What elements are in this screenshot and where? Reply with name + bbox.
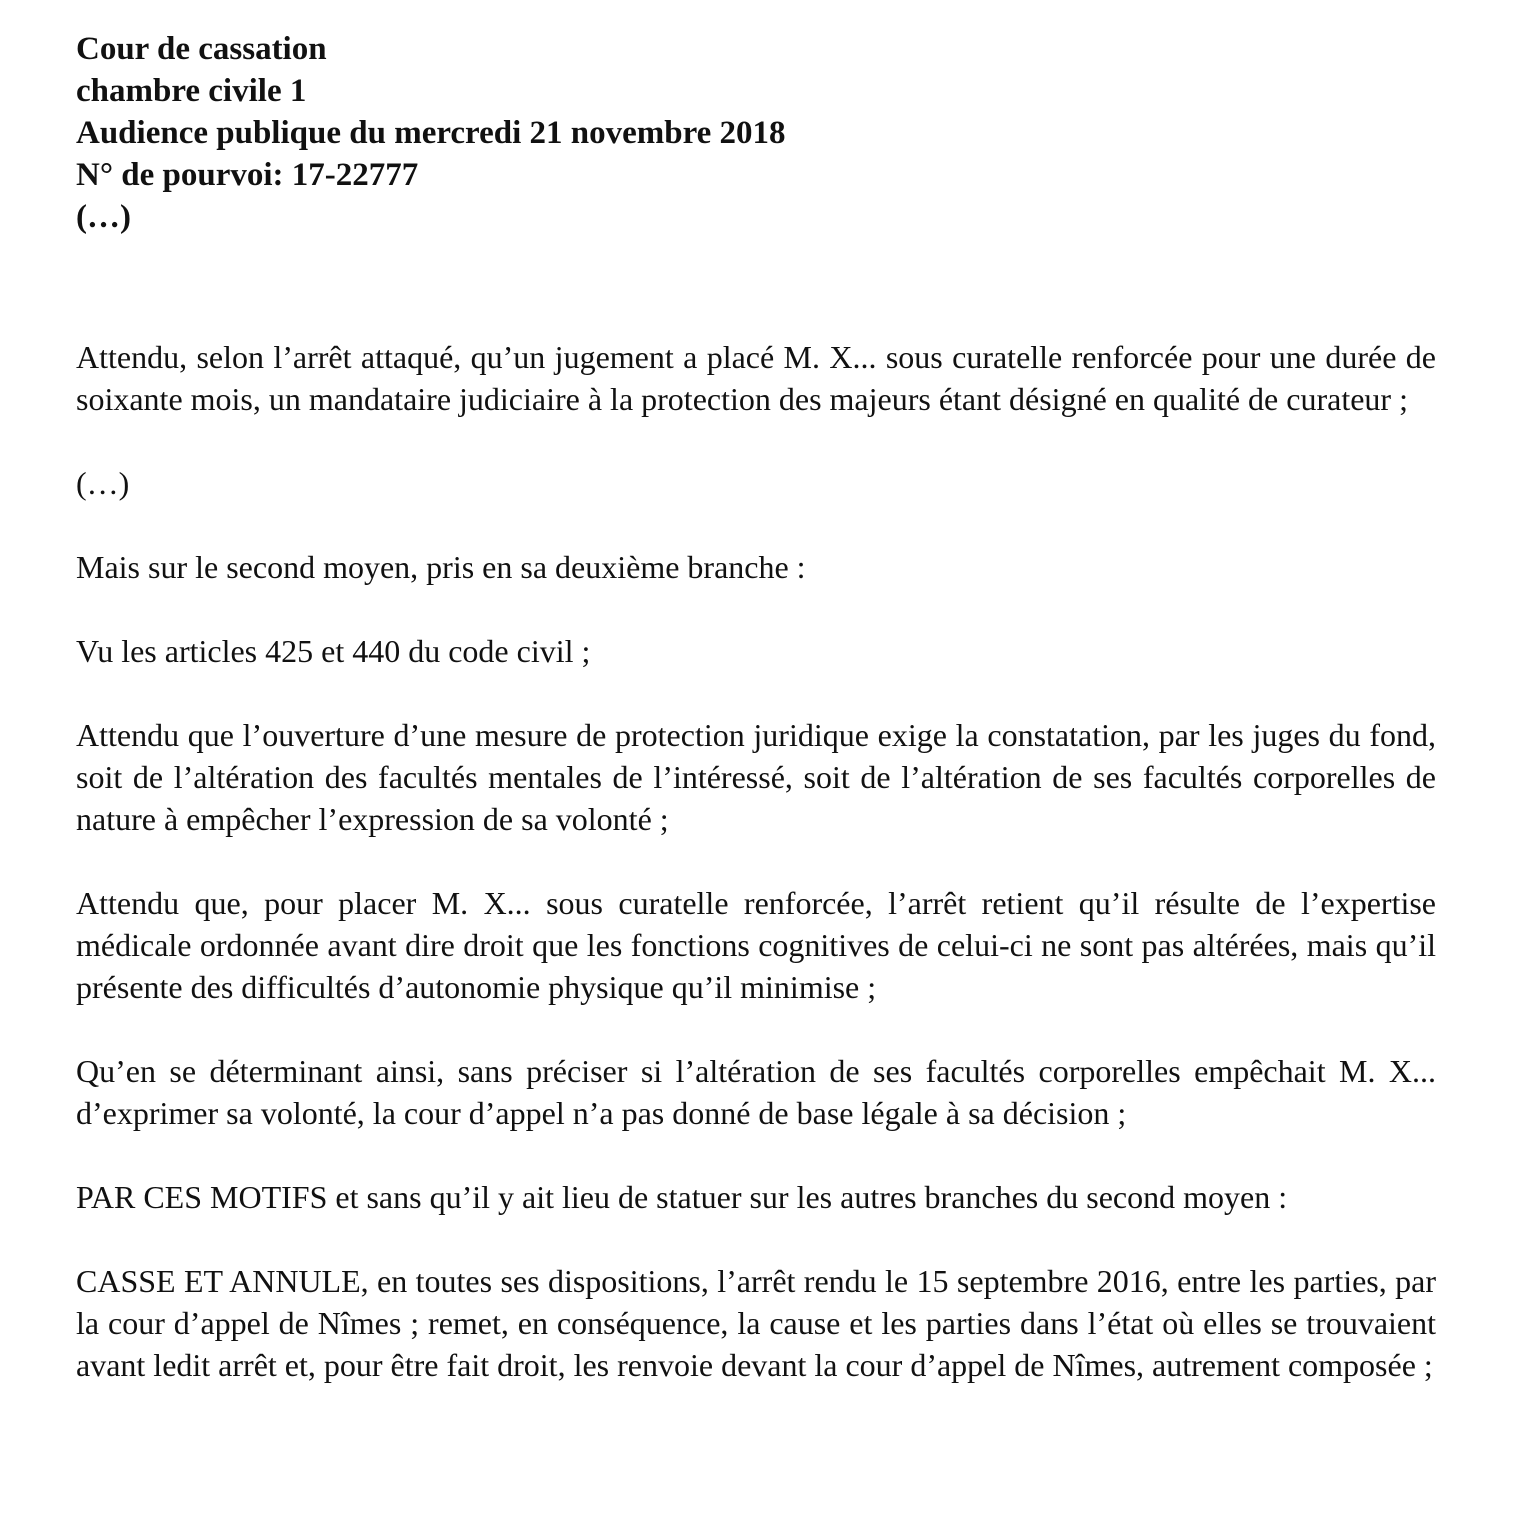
chamber-name: chambre civile 1: [76, 73, 307, 109]
paragraph-ellipsis: (…): [76, 465, 130, 501]
paragraph-articles: Vu les articles 425 et 440 du code civil ;: [76, 633, 591, 669]
header-ellipsis: (…): [76, 199, 131, 235]
paragraph-recital: Attendu, selon l’arrêt attaqué, qu’un jugement a placé M. X... sous curatelle renforcée pour une durée de soixante mois, un mandataire judiciaire à la protection des majeurs étant désigné en qualité de curateur ;: [76, 339, 1436, 417]
court-name: Cour de cassation: [76, 31, 327, 67]
paragraph-ruling: CASSE ET ANNULE, en toutes ses dispositions, l’arrêt rendu le 15 septembre 2016, entre les parties, par la cour d’appel de Nîmes ; remet, en conséquence, la cause et les parties dans l’état où elles se trouvaient avant ledit arrêt et, pour être fait droit, les renvoie devant la cour d’appel de Nîmes, autrement composée ;: [76, 1263, 1436, 1383]
appeal-number: N° de pourvoi: 17-22777: [76, 157, 419, 193]
decision-header: [76, 28, 1436, 238]
paragraph-second-plea: Mais sur le second moyen, pris en sa deuxième branche :: [76, 549, 806, 585]
document-page: [76, 28, 1436, 1386]
decision-body: [76, 336, 1436, 1386]
paragraph-conclusion: Qu’en se déterminant ainsi, sans préciser si l’altération de ses facultés corporelles empêchait M. X... d’exprimer sa volonté, la cour d’appel n’a pas donné de base légale à sa décision ;: [76, 1053, 1436, 1131]
hearing-date: Audience publique du mercredi 21 novembre 2018: [76, 115, 786, 151]
paragraph-reasoning: Attendu que, pour placer M. X... sous curatelle renforcée, l’arrêt retient qu’il résulte de l’expertise médicale ordonnée avant dire droit que les fonctions cognitives de celui-ci ne sont pas altérées, mais qu’il présente des difficultés d’autonomie physique qu’il minimise ;: [76, 885, 1436, 1005]
paragraph-motifs: PAR CES MOTIFS et sans qu’il y ait lieu de statuer sur les autres branches du second moyen :: [76, 1179, 1288, 1215]
header-spacer: [76, 238, 1436, 336]
paragraph-principle: Attendu que l’ouverture d’une mesure de protection juridique exige la constatation, par les juges du fond, soit de l’altération des facultés mentales de l’intéressé, soit de l’altération de ses facultés corporelles de nature à empêcher l’expression de sa volonté ;: [76, 717, 1436, 837]
